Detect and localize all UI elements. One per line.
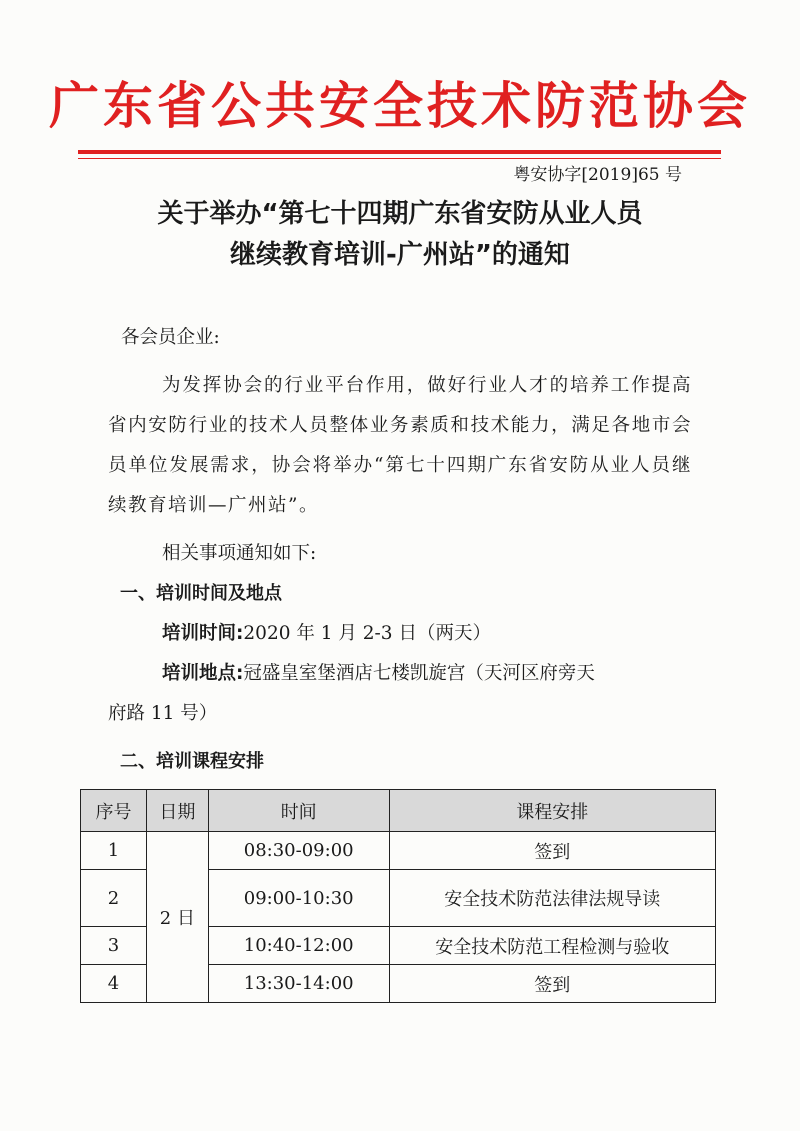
row-time: 13:30-14:00 — [208, 965, 389, 1003]
row-course: 签到 — [389, 965, 715, 1003]
row-course: 安全技术防范法律法规导读 — [389, 870, 715, 927]
row-date: 2 日 — [146, 832, 208, 1003]
org-name: 广东省公共安全技术防范协会 — [49, 76, 751, 135]
table-row — [81, 832, 716, 870]
notice-title — [0, 194, 800, 276]
row-no: 4 — [81, 965, 147, 1003]
row-time: 08:30-09:00 — [208, 832, 389, 870]
section1-heading: 一、培训时间及地点 — [120, 583, 282, 604]
training-place-value-line2: 府路 11 号） — [108, 703, 218, 724]
header-no: 序号 — [81, 790, 147, 832]
row-no: 3 — [81, 927, 147, 965]
notice-body — [108, 318, 692, 782]
header-course: 课程安排 — [389, 790, 715, 832]
header-rule-thin — [78, 158, 721, 159]
training-place-label: 培训地点: — [162, 663, 244, 684]
notice-title-line2: 继续教育培训-广州站”的通知 — [230, 240, 570, 270]
training-time-value: 2020 年 1 月 2-3 日（两天） — [243, 623, 491, 644]
header-time: 时间 — [208, 790, 389, 832]
header-rule-thick — [78, 150, 721, 154]
training-time-label: 培训时间: — [162, 623, 244, 644]
schedule-header-row — [81, 790, 716, 832]
row-no: 1 — [81, 832, 147, 870]
row-time: 10:40-12:00 — [208, 927, 389, 965]
row-course: 安全技术防范工程检测与验收 — [389, 927, 715, 965]
section2-heading: 二、培训课程安排 — [120, 751, 264, 772]
matters-intro: 相关事项通知如下: — [162, 543, 317, 564]
salutation: 各会员企业: — [121, 327, 220, 348]
row-no: 2 — [81, 870, 147, 927]
schedule-table — [80, 789, 716, 1003]
row-course: 签到 — [389, 832, 715, 870]
intro-paragraph: 为发挥协会的行业平台作用，做好行业人才的培养工作提高省内安防行业的技术人员整体业务素质和技术能力，满足各地市会员单位发展需求，协会将举办“第七十四期广东省安防从业人员继续教育培训—广州站”。 — [108, 375, 692, 516]
notice-title-line1: 关于举办“第七十四期广东省安防从业人员 — [157, 199, 643, 229]
row-time: 09:00-10:30 — [208, 870, 389, 927]
training-time — [162, 614, 692, 654]
header-date: 日期 — [146, 790, 208, 832]
training-place — [108, 654, 692, 734]
document-number: 粤安协字[2019]65 号 — [513, 165, 682, 185]
training-place-value-line1: 冠盛皇室堡酒店七楼凯旋宫（天河区府旁天 — [243, 663, 595, 684]
